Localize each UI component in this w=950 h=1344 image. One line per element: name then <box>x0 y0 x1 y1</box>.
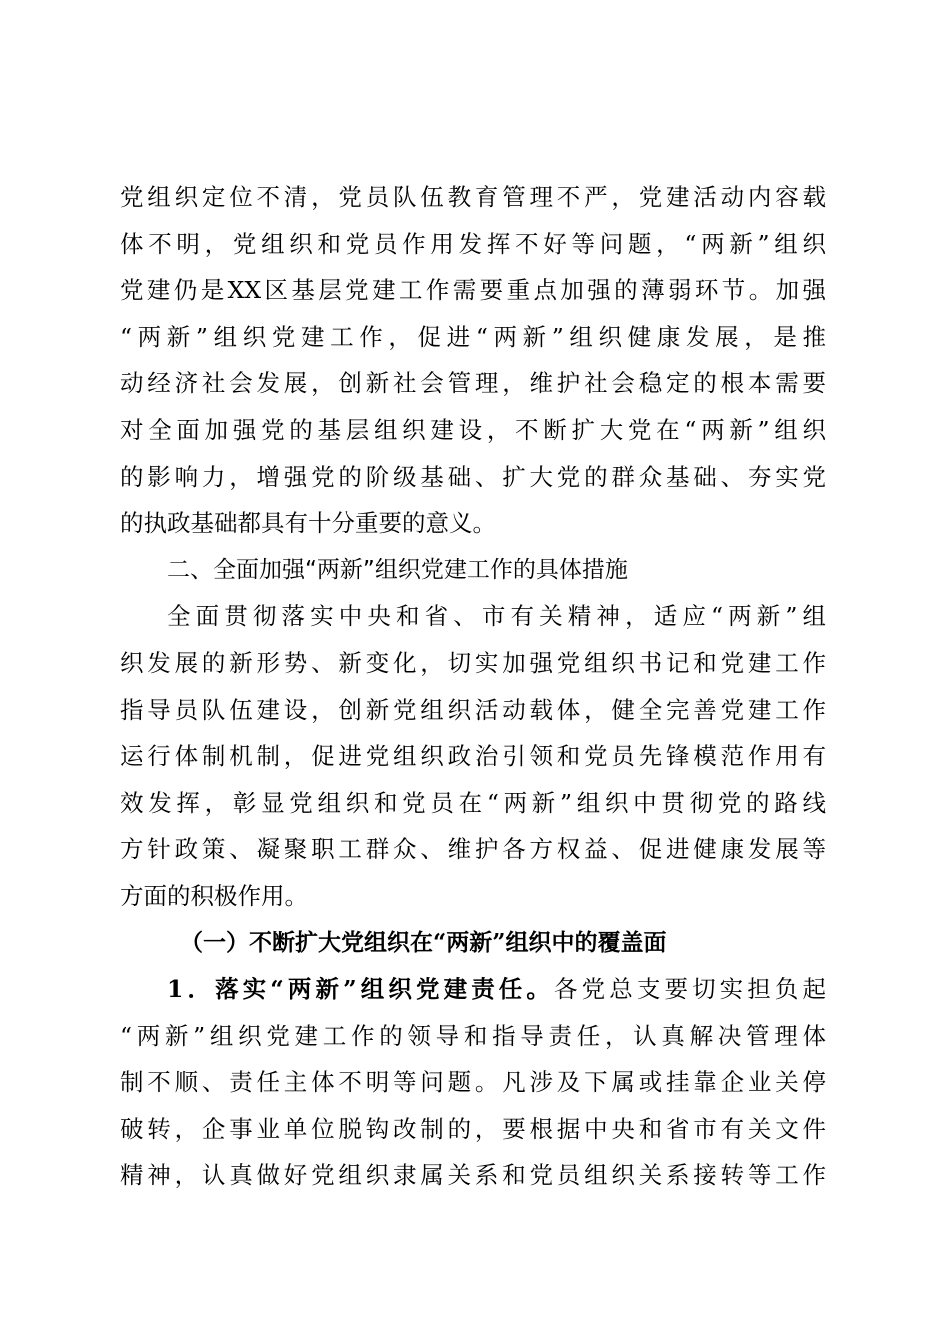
subsection-heading-1: （一）不断扩大党组织在“两新”组织中的覆盖面 <box>180 928 667 956</box>
text-line: “两新”组织党建工作的领导和指导责任，认真解决管理体 <box>120 1021 826 1050</box>
paragraph-1 <box>120 174 826 547</box>
item-title: 1．落实“两新”组织党建责任。 <box>167 975 555 1004</box>
text-line: 指导员队伍建设，创新党组织活动载体，健全完善党建工作 <box>120 695 826 724</box>
text-line: 破转，企事业单位脱钩改制的，要根据中央和省市有关文件 <box>120 1114 826 1143</box>
text-line: 的影响力，增强党的阶级基础、扩大党的群众基础、夯实党 <box>120 462 826 491</box>
text-line: 党组织定位不清，党员队伍教育管理不严，党建活动内容载 <box>120 183 826 211</box>
document-page <box>120 174 826 1199</box>
text-line: 精神，认真做好党组织隶属关系和党员组织关系接转等工作 <box>120 1161 826 1190</box>
item-text: 各党总支要切实担负起 <box>554 975 827 1004</box>
text-line <box>120 966 826 1013</box>
text-line: 方针政策、凝聚职工群众、维护各方权益、促进健康发展等 <box>120 835 826 864</box>
paragraph-2 <box>120 593 826 919</box>
text-line: 的执政基础都具有十分重要的意义。 <box>120 509 496 538</box>
section-heading-2: 二、全面加强“两新”组织党建工作的具体措施 <box>167 556 628 583</box>
text-line: 运行体制机制，促进党组织政治引领和党员先锋模范作用有 <box>120 742 826 771</box>
text-line: 制不顺、责任主体不明等问题。凡涉及下属或挂靠企业关停 <box>120 1068 826 1097</box>
text-line: “两新”组织党建工作，促进“两新”组织健康发展，是推 <box>120 322 826 351</box>
text-line: 党建仍是XX区基层党建工作需要重点加强的薄弱环节。加强 <box>120 276 826 305</box>
text-line: 动经济社会发展，创新社会管理，维护社会稳定的根本需要 <box>120 369 826 398</box>
text-line: 方面的积极作用。 <box>120 881 308 910</box>
text-line: 效发挥，彰显党组织和党员在“两新”组织中贯彻党的路线 <box>120 788 826 817</box>
text-line: 织发展的新形势、新变化，切实加强党组织书记和党建工作 <box>120 648 826 677</box>
text-line: 体不明，党组织和党员作用发挥不好等问题，“两新”组织 <box>120 229 826 258</box>
paragraph-3 <box>120 966 826 1199</box>
text-line: 对全面加强党的基层组织建设，不断扩大党在“两新”组织 <box>120 415 826 444</box>
text-line: 全面贯彻落实中央和省、市有关精神，适应“两新”组 <box>167 602 826 631</box>
